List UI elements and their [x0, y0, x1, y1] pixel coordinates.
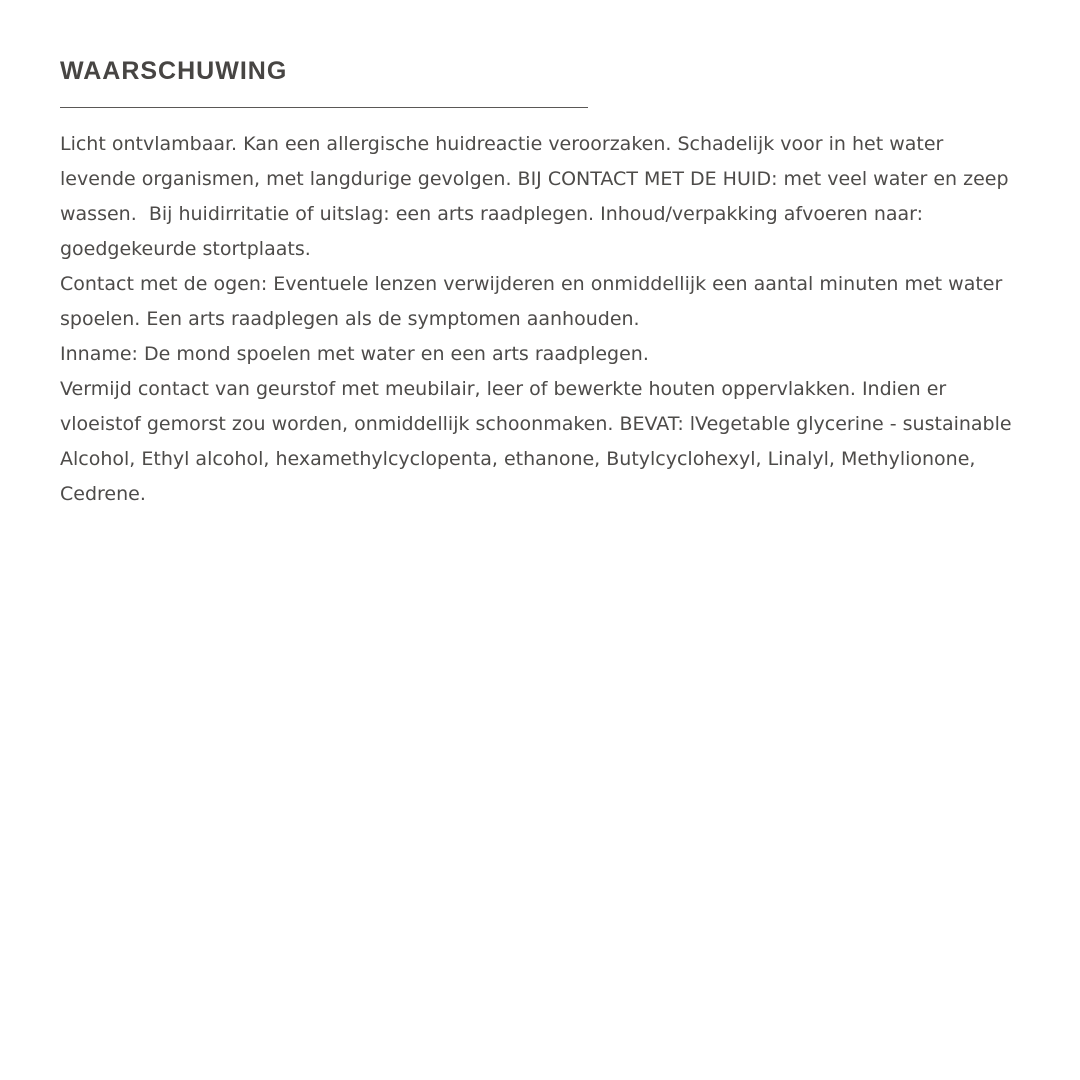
warning-paragraph-contents: Vermijd contact van geurstof met meubilair, leer of bewerkte houten oppervlakken. Indien er vloeistof gemorst zou worden, onmiddellijk schoonmaken. BEVAT: lVegetable glycerine - sustainable Alcohol, Ethyl alcohol, hexamethylcyclopenta, ethanone, Butylcyclohexyl, Linalyl, Methylionone, Cedrene.	[60, 378, 1018, 505]
warning-title: WAARSCHUWING	[60, 57, 288, 85]
warning-paragraph-hazards: Licht ontvlambaar. Kan een allergische huidreactie veroorzaken. Schadelijk voor in het water levende organismen, met langdurige gevolgen. BIJ CONTACT MET DE HUID: met veel water en zeep wassen. Bij huidirritatie of uitslag: een arts raadplegen. Inhoud/verpakking afvoeren naar: goedgekeurde stortplaats.	[60, 133, 1015, 260]
warning-paragraph-ingestion: Inname: De mond spoelen met water en een arts raadplegen.	[60, 343, 649, 365]
warning-body	[60, 127, 1025, 512]
title-divider	[60, 107, 588, 108]
warning-paragraph-eyes: Contact met de ogen: Eventuele lenzen verwijderen en onmiddellijk een aantal minuten met water spoelen. Een arts raadplegen als de symptomen aanhouden.	[60, 273, 1009, 330]
